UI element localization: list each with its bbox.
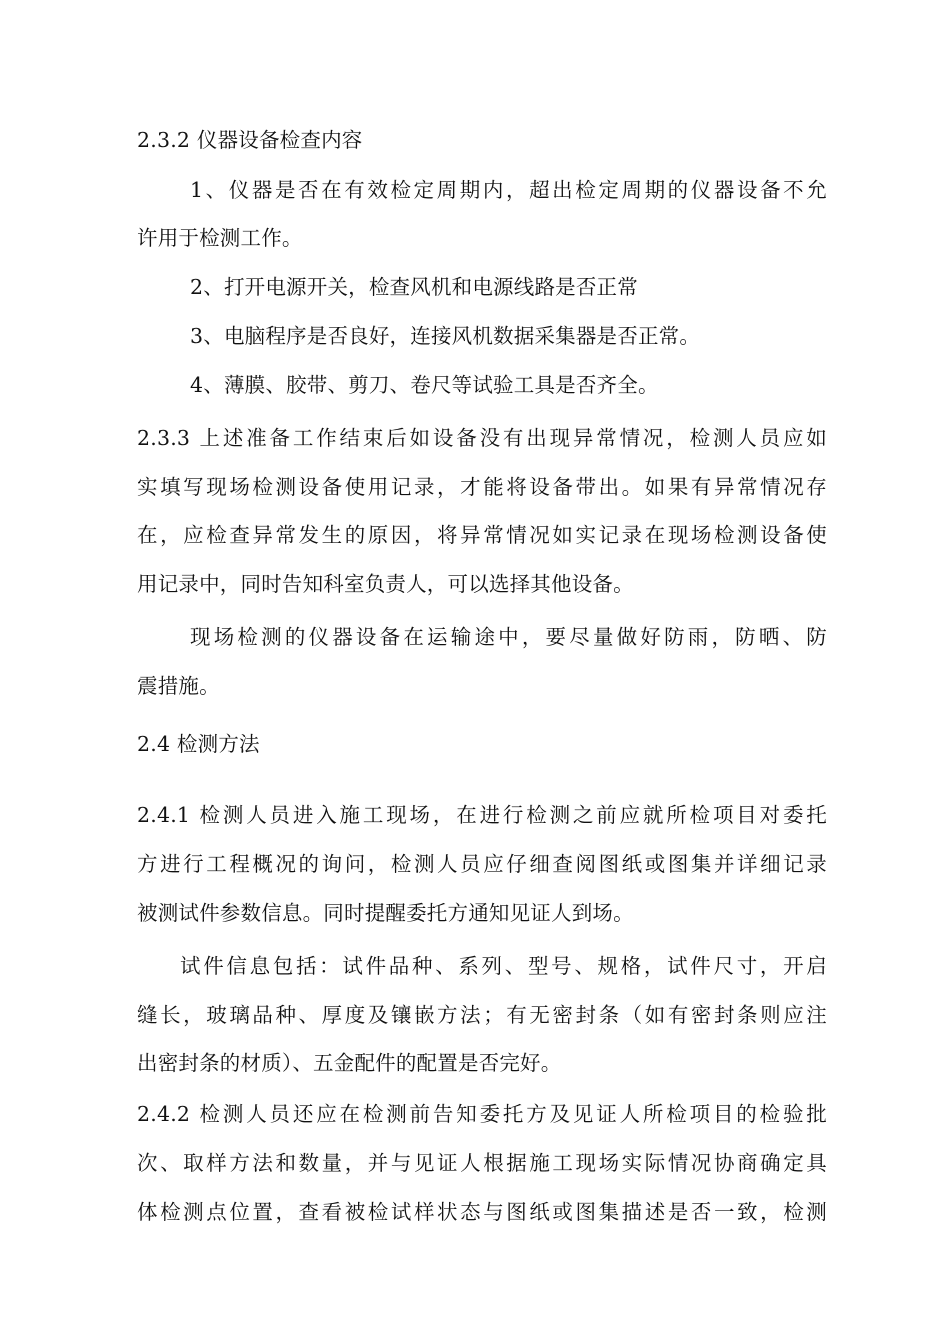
paragraph-line: 体检测点位置，查看被检试样状态与图纸或图集描述是否一致，检测 [137,1200,827,1224]
paragraph-line: 被测试件参数信息。同时提醒委托方通知见证人到场。 [137,901,634,925]
paragraph-line: 2、打开电源开关，检查风机和电源线路是否正常 [190,275,638,299]
paragraph-line: 1、仪器是否在有效检定周期内，超出检定周期的仪器设备不允 [190,178,827,202]
paragraph-line: 实填写现场检测设备使用记录，才能将设备带出。如果有异常情况存 [137,475,827,499]
paragraph-line: 2.4.2 检测人员还应在检测前告知委托方及见证人所检项目的检验批 [137,1102,827,1126]
paragraph-line: 2.4.1 检测人员进入施工现场，在进行检测之前应就所检项目对委托 [137,803,827,827]
section-heading-2-3-2: 2.3.2 仪器设备检查内容 [137,128,363,152]
paragraph-line: 试件信息包括：试件品种、系列、型号、规格，试件尺寸，开启 [180,954,827,978]
section-heading-2-4: 2.4 检测方法 [137,732,260,756]
paragraph-line: 4、薄膜、胶带、剪刀、卷尺等试验工具是否齐全。 [190,373,659,397]
paragraph-line: 现场检测的仪器设备在运输途中，要尽量做好防雨，防晒、防 [190,625,827,649]
paragraph-line: 用记录中，同时告知科室负责人，可以选择其他设备。 [137,572,634,596]
paragraph-line: 许用于检测工作。 [137,226,303,250]
paragraph-line: 2.3.3 上述准备工作结束后如设备没有出现异常情况，检测人员应如 [137,426,827,450]
paragraph-line: 次、取样方法和数量，并与见证人根据施工现场实际情况协商确定具 [137,1151,827,1175]
paragraph-line: 在，应检查异常发生的原因，将异常情况如实记录在现场检测设备使 [137,523,827,547]
paragraph-line: 缝长，玻璃品种、厚度及镶嵌方法；有无密封条（如有密封条则应注 [137,1003,827,1027]
paragraph-line: 3、电脑程序是否良好，连接风机数据采集器是否正常。 [190,324,701,348]
paragraph-line: 方进行工程概况的询问，检测人员应仔细查阅图纸或图集并详细记录 [137,852,827,876]
paragraph-line: 出密封条的材质）、五金配件的配置是否完好。 [137,1051,562,1075]
paragraph-line: 震措施。 [137,674,220,698]
